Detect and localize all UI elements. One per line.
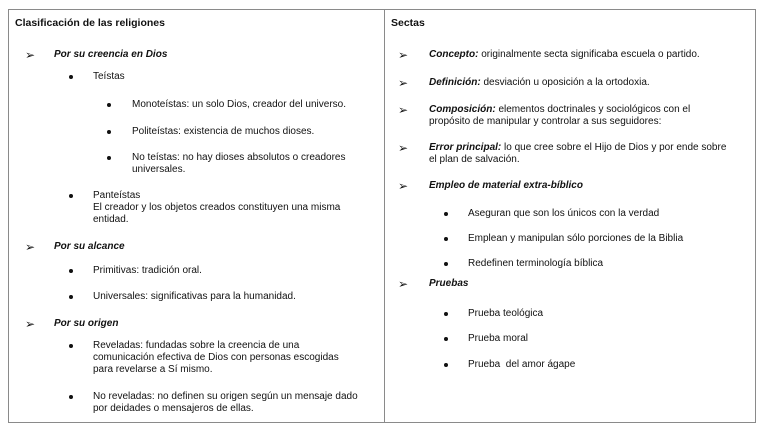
heading-empleo: Empleo de material extra-bíblico [429, 180, 583, 191]
pruebas-item-2: Prueba moral [468, 333, 529, 344]
arrowhead-bullet-icon: ➢ [25, 48, 36, 62]
religions-column [9, 10, 385, 422]
item-monoteistas: Monoteístas: un solo Dios, creador del universo. [132, 99, 346, 110]
arrowhead-bullet-icon: ➢ [25, 240, 36, 254]
empleo-item-3: Redefinen terminología bíblica [468, 258, 604, 269]
text-error: lo que cree sobre el Hijo de Dios y por ende sobre [501, 142, 727, 153]
round-bullet-icon [69, 75, 73, 79]
item-no-teistas: No teístas: no hay dioses absolutos o creadores [132, 152, 346, 163]
item-primitivas: Primitivas: tradición oral. [93, 265, 202, 276]
round-bullet-icon [69, 194, 73, 198]
arrowhead-bullet-icon: ➢ [398, 277, 409, 291]
arrowhead-bullet-icon: ➢ [398, 48, 409, 62]
item-politeistas: Politeístas: existencia de muchos dioses. [132, 126, 315, 137]
round-bullet-icon [444, 337, 448, 341]
column-title-religions: Clasificación de las religiones [15, 17, 165, 29]
item-reveladas-1: Reveladas: fundadas sobre la creencia de una [93, 340, 300, 351]
item-reveladas-3: para revelarse a Sí mismo. [93, 364, 213, 375]
round-bullet-icon [69, 269, 73, 273]
round-bullet-icon [69, 295, 73, 299]
round-bullet-icon [107, 103, 111, 107]
label-error: Error principal: [429, 142, 502, 153]
arrowhead-bullet-icon: ➢ [25, 317, 36, 331]
item-no-teistas-cont: universales. [132, 164, 186, 175]
pruebas-item-1: Prueba teológica [468, 308, 544, 319]
round-bullet-icon [444, 262, 448, 266]
item-concepto [429, 49, 700, 62]
item-reveladas-2: comunicación efectiva de Dios con personas escogidas [93, 352, 339, 363]
empleo-item-2: Emplean y manipulan sólo porciones de la Biblia [468, 233, 684, 244]
panteistas-desc-2: entidad. [93, 214, 129, 225]
error-line-2: el plan de salvación. [429, 154, 520, 165]
text-composicion: elementos doctrinales y sociológicos con el [495, 104, 691, 115]
item-universales: Universales: significativas para la humanidad. [93, 291, 296, 302]
panteistas-desc-1: El creador y los objetos creados constituyen una misma [93, 202, 341, 213]
arrowhead-bullet-icon: ➢ [398, 76, 409, 90]
label-composicion: Composición: [429, 104, 496, 115]
arrowhead-bullet-icon: ➢ [398, 179, 409, 193]
arrowhead-bullet-icon: ➢ [398, 141, 409, 155]
round-bullet-icon [444, 237, 448, 241]
label-concepto: Concepto: [429, 49, 479, 60]
heading-pruebas: Pruebas [429, 278, 469, 289]
round-bullet-icon [69, 395, 73, 399]
heading-origen: Por su origen [54, 318, 119, 329]
arrowhead-bullet-icon: ➢ [398, 103, 409, 117]
round-bullet-icon [444, 363, 448, 367]
column-title-sects: Sectas [391, 17, 425, 29]
item-error [429, 142, 726, 155]
text-definicion: desviación u oposición a la ortodoxia. [480, 77, 650, 88]
item-teistas: Teístas [93, 71, 125, 82]
round-bullet-icon [444, 312, 448, 316]
two-column-table [8, 9, 756, 423]
round-bullet-icon [107, 156, 111, 160]
round-bullet-icon [444, 212, 448, 216]
item-definicion [429, 77, 650, 90]
sects-column [385, 10, 755, 422]
item-no-reveladas-1: No reveladas: no definen su origen según un mensaje dado [93, 391, 358, 402]
item-no-reveladas-2: por deidades o mensajeros de ellas. [93, 403, 254, 414]
label-definicion: Definición: [429, 77, 481, 88]
heading-creencia: Por su creencia en Dios [54, 49, 168, 60]
item-panteistas: Panteístas [93, 190, 141, 201]
pruebas-item-3: Prueba del amor ágape [468, 359, 576, 370]
empleo-item-1: Aseguran que son los únicos con la verdad [468, 208, 660, 219]
text-concepto: originalmente secta significaba escuela o partido. [478, 49, 700, 60]
item-composicion [429, 104, 690, 117]
round-bullet-icon [107, 130, 111, 134]
round-bullet-icon [69, 344, 73, 348]
heading-alcance: Por su alcance [54, 241, 125, 252]
composicion-line-2: propósito de manipular y controlar a sus seguidores: [429, 116, 662, 127]
